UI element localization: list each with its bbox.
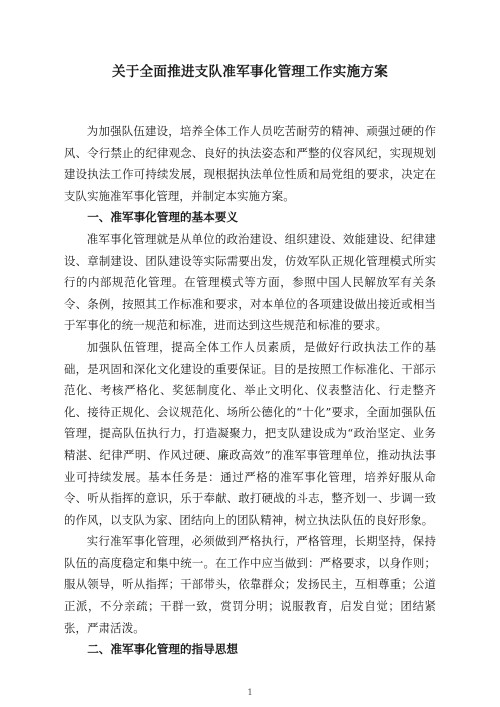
document-title: 关于全面推进支队准军事化管理工作实施方案 — [112, 64, 388, 80]
section-heading-1: 一、准军事化管理的基本要义 — [87, 210, 238, 225]
section1-paragraph-3: 实行准军事化管理，必须做到严格执行，严格管理，长期坚持，保持队伍的高度稳定和集中统一。在工作中应当做到：严格要求，以身作则；服从领导，听从指挥；干部带头，依靠群众；发扬民主，互相尊重；公道正派，不分亲疏；干群一致，赏罚分明；说服教育，启发自觉；团结紧张，严肃活泼。 — [64, 534, 436, 635]
intro-paragraph: 为加强队伍建设，培养全体工作人员吃苦耐劳的精神、顽强过硬的作风、令行禁止的纪律观念、良好的执法姿态和严整的仪容风纪，实现规划建设执法工作可持续发展，现根据执法单位性质和局党组的要求，决定在支队实施准军事化管理，并制定本实施方案。 — [64, 124, 436, 203]
section-heading-2: 二、准军事化管理的指导思想 — [87, 642, 238, 657]
section1-paragraph-2: 加强队伍管理，提高全体工作人员素质，是做好行政执法工作的基础，是巩固和深化文化建设的重要保证。目的是按照工作标准化、干部示范化、考核严格化、奖惩制度化、举止文明化、仪表整洁化、行走整齐化、接待正规化、会议规范化、场所公德化的“十化”要求，全面加强队伍管理，提高队伍执行力，打造凝聚力，把支队建设成为“政治坚定、业务精湛、纪律严明、作风过硬、廉政高效”的准军事管理单位，推动执法事业可持续发展。基本任务是：通过严格的准军事化管理，培养好服从命令、听从指挥的意识，乐于奉献、敢打硬战的斗志，整齐划一、步调一致的作风，以支队为家、团结向上的团队精神，树立执法队伍的良好形象。 — [64, 339, 436, 527]
section1-paragraph-1: 准军事化管理就是从单位的政治建设、组织建设、效能建设、纪律建设、章制建设、团队建设等实际需要出发，仿效军队正规化管理模式所实行的内部规范化管理。在管理模式等方面，参照中国人民解放军有关条令、条例，按照其工作标准和要求，对本单位的各项建设做出接近或相当于军事化的统一规范和标准，进而达到这些规范和标准的要求。 — [64, 231, 436, 333]
page-number: 1 — [247, 688, 253, 697]
